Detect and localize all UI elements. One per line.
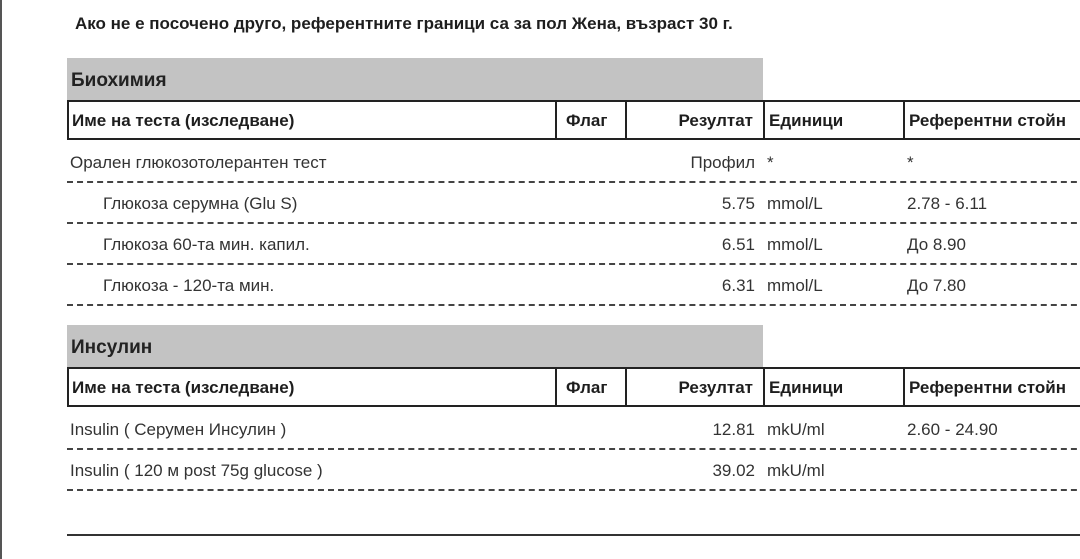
- column-divider: [903, 102, 905, 138]
- column-divider: [625, 369, 627, 405]
- test-result: Профил: [690, 153, 755, 172]
- column-header-flag: Флаг: [566, 378, 608, 397]
- column-divider: [555, 102, 557, 138]
- table-row: [67, 409, 1080, 450]
- column-header-name: Име на теста (изследване): [72, 378, 295, 397]
- section-title-biochemistry: Биохимия: [67, 58, 763, 100]
- test-reference: До 7.80: [907, 276, 966, 295]
- table-header-insulin: [67, 367, 1080, 407]
- column-header-units: Единици: [769, 378, 844, 397]
- test-result: 39.02: [712, 461, 755, 480]
- table-header-biochemistry: [67, 100, 1080, 140]
- column-divider: [903, 369, 905, 405]
- table-row: [67, 450, 1080, 491]
- test-result: 5.75: [721, 194, 755, 213]
- column-header-flag: Флаг: [566, 111, 608, 130]
- column-header-reference: Референтни стойн: [909, 378, 1067, 397]
- table-row: [67, 224, 1080, 265]
- test-units: *: [767, 153, 774, 172]
- column-header-reference: Референтни стойн: [909, 111, 1067, 130]
- column-header-units: Единици: [769, 111, 844, 130]
- reference-note: Ако не е посочено друго, референтните граници са за пол Жена, възраст 30 г.: [75, 14, 733, 33]
- page-left-border: [0, 0, 2, 559]
- test-result: 6.51: [721, 235, 755, 254]
- test-units: mkU/ml: [767, 420, 825, 439]
- test-units: mmol/L: [767, 194, 823, 213]
- column-header-name: Име на теста (изследване): [72, 111, 295, 130]
- column-header-result: Резултат: [678, 111, 753, 130]
- test-result: 12.81: [712, 420, 755, 439]
- column-header-result: Резултат: [678, 378, 753, 397]
- test-name: Глюкоза серумна (Glu S): [103, 194, 298, 213]
- column-divider: [555, 369, 557, 405]
- test-name: Insulin ( Серумен Инсулин ): [70, 420, 287, 439]
- test-reference: 2.60 - 24.90: [907, 420, 998, 439]
- test-name: Insulin ( 120 м post 75g glucose ): [70, 461, 323, 480]
- column-divider: [763, 102, 765, 138]
- table-row: [67, 142, 1080, 183]
- table-row: [67, 265, 1080, 306]
- test-name: Орален глюкозотолерантен тест: [70, 153, 327, 172]
- test-units: mmol/L: [767, 235, 823, 254]
- test-units: mmol/L: [767, 276, 823, 295]
- test-name: Глюкоза - 120-та мин.: [103, 276, 275, 295]
- footer-divider: [67, 534, 1080, 536]
- column-divider: [763, 369, 765, 405]
- section-title-insulin: Инсулин: [67, 325, 763, 367]
- test-reference: *: [907, 153, 914, 172]
- table-row: [67, 183, 1080, 224]
- test-result: 6.31: [721, 276, 755, 295]
- column-divider: [625, 102, 627, 138]
- test-name: Глюкоза 60-та мин. капил.: [103, 235, 310, 254]
- test-reference: До 8.90: [907, 235, 966, 254]
- test-units: mkU/ml: [767, 461, 825, 480]
- test-reference: 2.78 - 6.11: [907, 194, 988, 213]
